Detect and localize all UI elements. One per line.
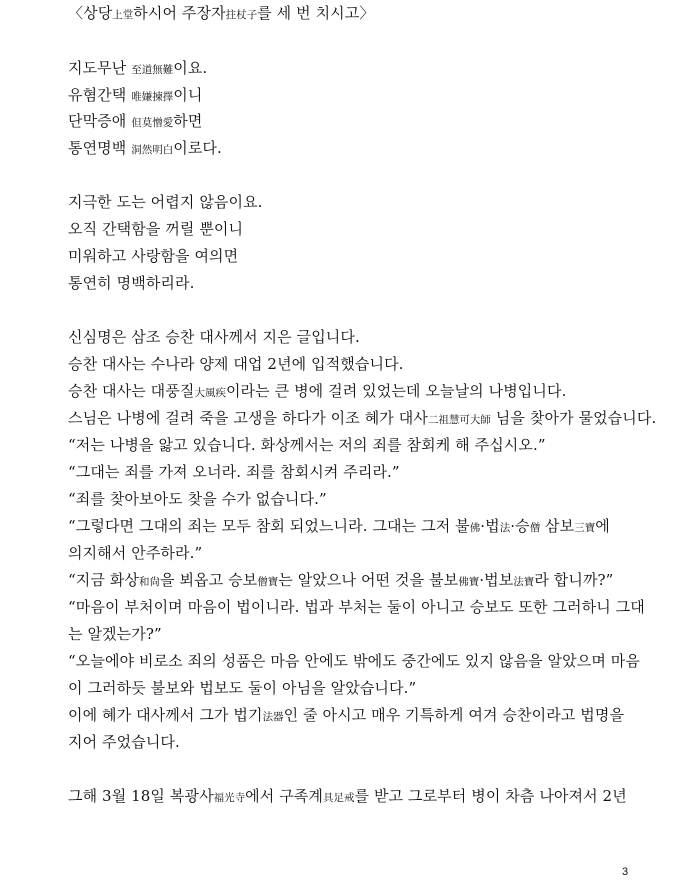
verse-ending: 하면 [173, 112, 203, 130]
hanja-annotation: 僧寶 [257, 576, 279, 588]
body-line: 신심명은 삼조 승찬 대사께서 지은 글입니다. [68, 328, 360, 346]
body-text: 님을 찾아가 물었습니다. [490, 409, 657, 427]
body-text: ·승 [510, 517, 530, 535]
hanja-annotation: 法 [499, 522, 511, 534]
dialogue-line [68, 516, 610, 538]
body-text: 을 뵈옵고 승보 [160, 571, 258, 589]
hanja-annotation: 洞然明白 [131, 144, 174, 156]
hanja-annotation: 和尙 [139, 576, 160, 588]
verse-hanja-line [68, 111, 202, 133]
dialogue-line: “저는 나병을 앓고 있습니다. 화상께서는 저의 죄를 참회케 해 주십시오.” [68, 436, 546, 454]
verse-korean-line: 통연히 명백하리라. [68, 274, 195, 292]
dialogue-line: 의지해서 안주하라.” [68, 544, 203, 562]
body-text: 삼보 [540, 517, 575, 535]
body-text: 이에 혜가 대사께서 그가 법기 [68, 706, 263, 724]
verse-korean-line: 미워하고 사랑함을 여의면 [68, 247, 239, 265]
body-text: “그렇다면 그대의 죄는 모두 참회 되었느니라. 그대는 그저 불 [68, 517, 470, 535]
body-text: 이라는 큰 병에 걸려 있었는데 오늘날의 나병입니다. [225, 382, 567, 400]
body-text: 승찬 대사는 대풍질 [68, 382, 195, 400]
section-header [68, 3, 374, 25]
body-text: 인 줄 아시고 매우 기특하게 여겨 승찬이라고 법명을 [283, 706, 625, 724]
hanja-annotation: 福光寺 [213, 792, 246, 804]
hanja-annotation: 三寶 [574, 522, 596, 534]
hanja-annotation: 佛 [469, 522, 481, 534]
hanja-annotation: 至道無難 [131, 64, 174, 76]
body-line [68, 408, 656, 430]
body-line [68, 705, 624, 727]
body-text: 에 [595, 517, 610, 535]
header-text: 하시어 주장자 [133, 4, 226, 22]
hanja-annotation: 法器 [262, 711, 284, 723]
hanja-annotation: 但莫憎愛 [131, 117, 174, 129]
hanja-annotation: 拄杖子 [225, 9, 258, 21]
verse-reading: 통연명백 [68, 139, 132, 157]
body-line: 지어 주었습니다. [68, 733, 180, 751]
body-text: 스님은 나병에 걸려 죽을 고생을 하다가 이조 혜가 대사 [68, 409, 428, 427]
verse-reading: 유혐간택 [68, 86, 132, 104]
hanja-annotation: 僧 [529, 522, 541, 534]
body-text: 를 받고 그로부터 병이 차츰 나아져서 2년 [354, 787, 627, 805]
body-text: 는 알았으나 어떤 것을 불보 [278, 571, 459, 589]
verse-korean-line: 지극한 도는 어렵지 않음이요. [68, 193, 263, 211]
dialogue-line: “오늘에야 비로소 죄의 성품은 마음 안에도 밖에도 중간에도 있지 않음을 알았으며 마음 [68, 652, 640, 670]
body-text: 라 합니까?” [534, 571, 614, 589]
body-text: ·법 [480, 517, 500, 535]
header-text: 〈상당 [68, 4, 113, 22]
verse-korean-line: 오직 간택함을 꺼릴 뿐이니 [68, 220, 244, 238]
body-line [68, 786, 627, 808]
verse-ending: 이로다. [173, 139, 222, 157]
body-text: 에서 구족계 [245, 787, 323, 805]
header-text: 를 세 번 치시고〉 [257, 4, 375, 22]
dialogue-line [68, 570, 613, 592]
hanja-annotation: 佛寶 [458, 576, 480, 588]
hanja-annotation: 大風疾 [194, 387, 226, 399]
body-line [68, 381, 566, 403]
verse-reading: 지도무난 [68, 59, 132, 77]
verse-hanja-line [68, 138, 222, 160]
hanja-annotation: 二祖慧可大師 [427, 414, 491, 426]
body-text: ·법보 [479, 571, 514, 589]
verse-hanja-line [68, 85, 202, 107]
verse-reading: 단막증애 [68, 112, 132, 130]
body-line: 승찬 대사는 수나라 양제 대업 2년에 입적했습니다. [68, 355, 404, 373]
page-number: 3 [622, 866, 629, 878]
hanja-annotation: 法寶 [513, 576, 535, 588]
verse-ending: 이요. [173, 59, 208, 77]
body-text: 그해 3월 18일 복광사 [68, 787, 214, 805]
verse-hanja-line [68, 58, 207, 80]
hanja-annotation: 上堂 [112, 9, 134, 21]
body-text: “지금 화상 [68, 571, 139, 589]
dialogue-line: “죄를 찾아보아도 찾을 수가 없습니다.” [68, 490, 327, 508]
hanja-annotation: 具足戒 [323, 792, 355, 804]
verse-ending: 이니 [173, 86, 203, 104]
dialogue-line: “그대는 죄를 가져 오너라. 죄를 참회시켜 주리라.” [68, 463, 400, 481]
dialogue-line: 이 그러하듯 불보와 법보도 둘이 아님을 알았습니다.” [68, 679, 417, 697]
hanja-annotation: 唯嫌揀擇 [131, 91, 174, 103]
dialogue-line: “마음이 부처이며 마음이 법이니라. 법과 부처는 둘이 아니고 승보도 또한 그러하니 그대 [68, 598, 645, 616]
dialogue-line: 는 알겠는가?” [68, 625, 162, 643]
